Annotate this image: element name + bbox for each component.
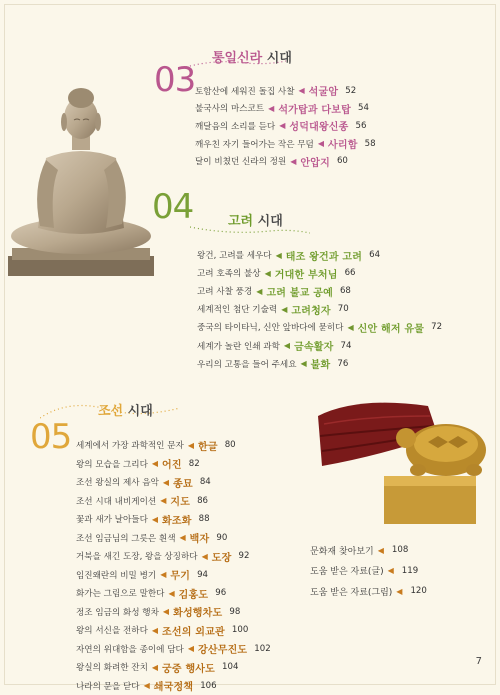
section-era-05: 조선 <box>98 404 123 419</box>
entry-page: 106 <box>200 681 216 691</box>
arrow-icon: ◀ <box>284 341 290 350</box>
section-era-03: 통일신라 <box>212 51 262 66</box>
entry-topic: 성덕대왕신종 <box>289 118 348 133</box>
toc-entry[interactable] <box>195 135 376 153</box>
arrow-icon: ◀ <box>301 359 307 368</box>
entry-topic: 쇄국정책 <box>154 678 193 693</box>
entry-description: 고려 사찰 풍경 <box>197 285 252 297</box>
entry-topic: 궁중 행사도 <box>162 660 215 675</box>
entry-topic: 석굴암 <box>309 83 339 98</box>
entry-topic: 화조화 <box>162 512 192 527</box>
entry-topic: 어진 <box>162 456 182 471</box>
toc-entry[interactable] <box>76 677 271 695</box>
toc-entry[interactable] <box>76 529 271 548</box>
entry-page: 68 <box>340 286 351 296</box>
entry-page: 76 <box>337 359 348 369</box>
toc-entry[interactable] <box>76 510 271 529</box>
entry-page: 60 <box>337 156 348 166</box>
entry-description: 세계에서 가장 과학적인 문자 <box>76 439 184 451</box>
arrow-icon: ◀ <box>152 626 158 635</box>
entry-topic: 김홍도 <box>179 586 209 601</box>
toc-entry[interactable] <box>197 318 442 336</box>
arrow-icon: ◀ <box>163 607 169 616</box>
entry-page: 88 <box>199 514 210 524</box>
entry-topic: 태조 왕건과 고려 <box>286 248 362 263</box>
arrow-icon: ◀ <box>299 86 305 95</box>
section-number-05: 05 <box>30 417 71 457</box>
toc-entry[interactable] <box>197 336 442 354</box>
entry-page: 119 <box>402 566 418 576</box>
entry-page: 120 <box>410 586 426 596</box>
entry-page: 74 <box>341 341 352 351</box>
entry-page: 98 <box>229 607 240 617</box>
entry-topic: 한글 <box>198 438 218 453</box>
entry-description: 문화재 찾아보기 <box>310 544 374 557</box>
buddha-statue-image <box>6 78 156 278</box>
arrow-icon: ◀ <box>256 287 262 296</box>
arrow-icon: ◀ <box>152 459 158 468</box>
arrow-icon: ◀ <box>144 681 150 690</box>
entry-page: 58 <box>365 139 376 149</box>
entry-description: 고려 호족의 불상 <box>197 267 261 279</box>
section-04-list <box>197 246 442 373</box>
arrow-icon: ◀ <box>281 305 287 314</box>
entry-page: 108 <box>392 545 408 555</box>
section-title-04 <box>228 210 283 229</box>
entry-topic: 고려 불교 공예 <box>266 284 333 299</box>
entry-description: 나라의 문을 닫다 <box>76 680 140 692</box>
section-05-list <box>76 436 271 695</box>
section-number-04: 04 <box>152 187 193 227</box>
toc-entry[interactable] <box>195 100 376 118</box>
entry-description: 거북을 새긴 도장, 왕을 상징하다 <box>76 550 198 562</box>
arrow-icon: ◀ <box>268 104 274 113</box>
section-suffix-03: 시대 <box>267 51 292 66</box>
entry-description: 왕의 모습을 그리다 <box>76 458 148 470</box>
entry-description: 깨달음의 소리를 듣다 <box>195 120 275 132</box>
entry-topic: 안압지 <box>300 154 330 169</box>
entry-topic: 백자 <box>190 530 210 545</box>
section-era-04: 고려 <box>228 214 253 229</box>
entry-page: 70 <box>338 304 349 314</box>
entry-page: 90 <box>216 533 227 543</box>
entry-topic: 화성행차도 <box>173 604 222 619</box>
arrow-icon: ◀ <box>290 157 296 166</box>
entry-page: 52 <box>345 86 356 96</box>
toc-entry[interactable] <box>76 603 271 622</box>
section-03-list <box>195 82 376 170</box>
entry-description: 세계가 놀란 인쇄 과학 <box>197 340 280 352</box>
entry-description: 정조 임금의 화성 행차 <box>76 606 159 618</box>
entry-page: 92 <box>238 551 249 561</box>
entry-page: 56 <box>356 121 367 131</box>
entry-description: 왕실의 화려한 잔치 <box>76 661 148 673</box>
entry-page: 100 <box>232 625 248 635</box>
entry-description: 조선 임금님의 그릇은 흰색 <box>76 532 176 544</box>
entry-topic: 불화 <box>311 356 331 371</box>
section-title-03 <box>212 47 292 66</box>
turtle-seal-image <box>318 376 496 532</box>
toc-entry[interactable] <box>197 282 442 300</box>
toc-entry[interactable] <box>76 455 271 474</box>
arrow-icon: ◀ <box>378 546 384 555</box>
entry-page: 64 <box>369 250 380 260</box>
appendix-entry[interactable] <box>310 581 427 602</box>
arrow-icon: ◀ <box>163 478 169 487</box>
entry-page: 94 <box>197 570 208 580</box>
entry-description: 왕의 서신을 전하다 <box>76 624 148 636</box>
toc-entry[interactable] <box>197 300 442 318</box>
entry-description: 세계적인 첨단 기술력 <box>197 303 277 315</box>
arrow-icon: ◀ <box>188 644 194 653</box>
entry-topic: 석가탑과 다보탑 <box>278 101 351 116</box>
arrow-icon: ◀ <box>188 441 194 450</box>
toc-entry[interactable] <box>197 355 442 373</box>
entry-description: 조선 시대 내비게이션 <box>76 495 156 507</box>
arrow-icon: ◀ <box>168 589 174 598</box>
section-number-03: 03 <box>154 60 195 100</box>
entry-topic: 고려청자 <box>291 302 330 317</box>
arrow-icon: ◀ <box>265 269 271 278</box>
appendix-entry[interactable] <box>310 540 427 561</box>
arrow-icon: ◀ <box>347 323 353 332</box>
toc-entry[interactable] <box>195 82 376 100</box>
entry-description: 불국사의 마스코트 <box>195 102 264 114</box>
entry-description: 조선 왕실의 제사 음악 <box>76 476 159 488</box>
arrow-icon: ◀ <box>152 515 158 524</box>
page-number: 7 <box>476 656 482 667</box>
toc-entry[interactable] <box>76 584 271 603</box>
toc-entry[interactable] <box>76 658 271 677</box>
entry-page: 54 <box>358 103 369 113</box>
entry-description: 도움 받은 자료(그림) <box>310 585 392 598</box>
arrow-icon: ◀ <box>152 663 158 672</box>
toc-entry[interactable] <box>197 246 442 264</box>
entry-page: 84 <box>200 477 211 487</box>
appendix-entry[interactable] <box>310 561 427 582</box>
entry-page: 72 <box>431 322 442 332</box>
entry-topic: 사리함 <box>328 136 358 151</box>
entry-topic: 거대한 부처님 <box>275 266 338 281</box>
toc-entry[interactable] <box>76 436 271 455</box>
entry-page: 66 <box>345 268 356 278</box>
entry-description: 도움 받은 자료(글) <box>310 564 384 577</box>
entry-page: 102 <box>254 644 270 654</box>
arrow-icon: ◀ <box>396 587 402 596</box>
toc-entry[interactable] <box>76 640 271 659</box>
toc-entry[interactable] <box>76 621 271 640</box>
arrow-icon: ◀ <box>160 570 166 579</box>
entry-topic: 지도 <box>170 493 190 508</box>
arrow-icon: ◀ <box>388 566 394 575</box>
toc-entry[interactable] <box>197 264 442 282</box>
toc-entry[interactable] <box>76 566 271 585</box>
arrow-icon: ◀ <box>318 139 324 148</box>
entry-topic: 신안 해저 유물 <box>358 320 425 335</box>
entry-description: 우리의 고통을 들어 주세요 <box>197 358 297 370</box>
entry-description: 꽃과 새가 날아들다 <box>76 513 148 525</box>
arrow-icon: ◀ <box>160 496 166 505</box>
section-suffix-04: 시대 <box>258 214 283 229</box>
section-suffix-05: 시대 <box>128 404 153 419</box>
toc-entry[interactable] <box>195 152 376 170</box>
entry-description: 임진왜란의 비밀 병기 <box>76 569 156 581</box>
entry-topic: 강산무진도 <box>198 641 247 656</box>
entry-topic: 도장 <box>212 549 232 564</box>
entry-page: 80 <box>225 440 236 450</box>
entry-description: 화가는 그림으로 말한다 <box>76 587 164 599</box>
toc-entry[interactable] <box>195 117 376 135</box>
arrow-icon: ◀ <box>279 121 285 130</box>
entry-topic: 조선의 외교관 <box>162 623 225 638</box>
entry-description: 토함산에 세워진 돌집 사찰 <box>195 85 295 97</box>
toc-entry[interactable] <box>76 473 271 492</box>
entry-page: 104 <box>222 662 238 672</box>
entry-page: 82 <box>189 459 200 469</box>
entry-description: 달이 비쳤던 신라의 정원 <box>195 155 286 167</box>
section-title-05 <box>98 400 153 419</box>
entry-description: 왕건, 고려를 세우다 <box>197 249 272 261</box>
entry-description: 깨우친 자기 들어가는 작은 무덤 <box>195 138 314 150</box>
entry-topic: 금속활자 <box>294 338 333 353</box>
arrow-icon: ◀ <box>202 552 208 561</box>
entry-topic: 종묘 <box>173 475 193 490</box>
appendix-list <box>310 540 427 602</box>
toc-entry[interactable] <box>76 547 271 566</box>
entry-description: 자연의 위대함을 종이에 담다 <box>76 643 184 655</box>
entry-page: 86 <box>197 496 208 506</box>
toc-entry[interactable] <box>76 492 271 511</box>
arrow-icon: ◀ <box>180 533 186 542</box>
entry-page: 96 <box>215 588 226 598</box>
entry-topic: 무기 <box>170 567 190 582</box>
entry-description: 중국의 타이타닉, 신안 앞바다에 묻히다 <box>197 321 343 333</box>
arrow-icon: ◀ <box>276 251 282 260</box>
